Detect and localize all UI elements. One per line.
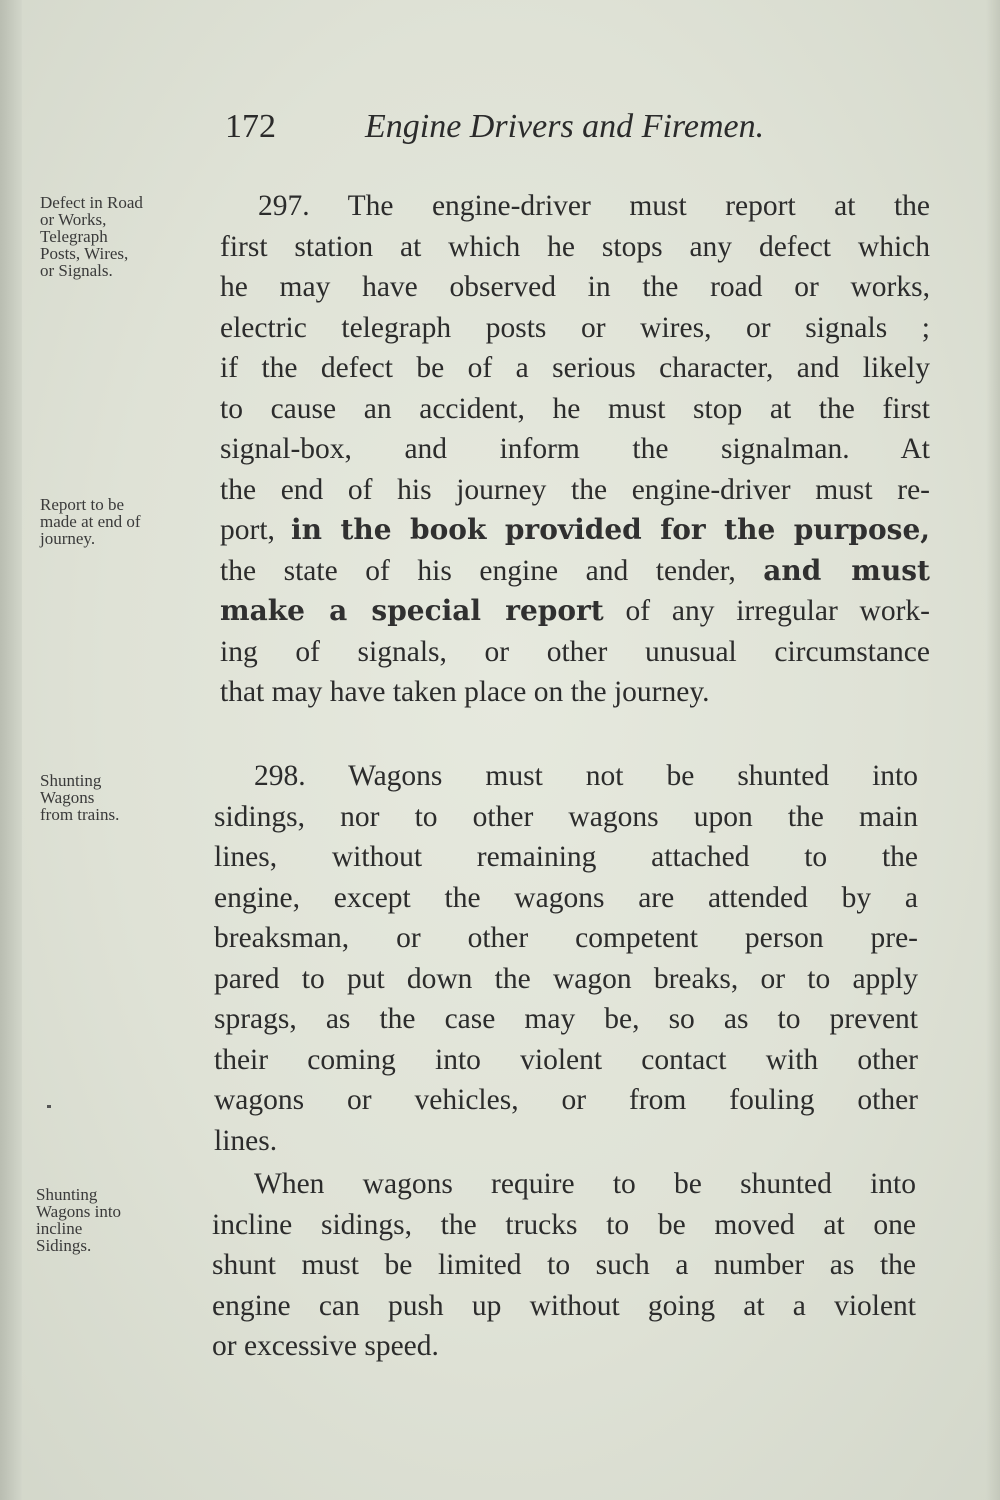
margin-note-line: made at end of (40, 512, 141, 531)
text-line: first station at which he stops any defect which (220, 230, 930, 263)
margin-note-line: journey. (40, 529, 96, 548)
margin-note-shunting-incline (36, 1186, 201, 1254)
margin-note-shunting-trains (40, 772, 205, 823)
margin-note-line: Wagons into (36, 1202, 122, 1221)
text-line: incline sidings, the trucks to be moved at one (212, 1208, 916, 1241)
stray-ink-mark (47, 1105, 51, 1108)
bold-text-run: and must (763, 553, 930, 587)
text-line: or excessive speed. (212, 1330, 439, 1362)
text-line: engine can push up without going at a violent (212, 1289, 916, 1322)
margin-note-line: incline (36, 1219, 83, 1238)
margin-note-report (40, 496, 205, 547)
text-line: breaksman, or other competent person pre- (214, 922, 918, 954)
text-line: if the defect be of a serious character, and likely (220, 352, 930, 384)
margin-note-line: Posts, Wires, (40, 244, 129, 263)
text-line: pared to put down the wagon breaks, or to apply (214, 962, 918, 995)
running-title: Engine Drivers and Firemen. (365, 108, 765, 145)
text-line: their coming into violent contact with other (214, 1043, 918, 1076)
text-run: port, (220, 514, 275, 546)
margin-note-line: Shunting (40, 771, 102, 790)
bold-text-run: in the book provided for the purpose, (291, 513, 931, 546)
text-line: shunt must be limited to such a number as the (212, 1249, 916, 1281)
margin-note-line: Wagons (40, 788, 95, 807)
margin-note-line: Report to be (40, 495, 125, 514)
text-run: the state of his engine and tender, (220, 554, 736, 587)
text-line: to cause an accident, he must stop at the first (220, 392, 930, 425)
text-line: that may have taken place on the journey. (220, 676, 710, 708)
margin-note-line: from trains. (40, 805, 120, 824)
paragraph-298 (214, 756, 918, 1161)
bold-text-run: make a special report (220, 594, 604, 627)
text-line: sidings, nor to other wagons upon the main (214, 800, 918, 833)
text-line-mixed (220, 591, 930, 632)
text-line-mixed (220, 551, 930, 592)
margin-note-line: Shunting (36, 1185, 98, 1204)
text-line: 298. Wagons must not be shunted into (254, 760, 918, 792)
text-line: he may have observed in the road or works, (220, 271, 930, 303)
text-line: the end of his journey the engine-driver must re- (220, 473, 930, 506)
running-head (225, 108, 825, 146)
text-line: engine, except the wagons are attended by a (214, 881, 918, 914)
text-line: ing of signals, or other unusual circumstance (220, 635, 930, 668)
text-run: of any irregular work- (625, 595, 931, 627)
text-line: wagons or vehicles, or from fouling other (214, 1084, 918, 1116)
page-number: 172 (225, 108, 276, 145)
text-line: 297. The engine-driver must report at the (258, 190, 930, 222)
paragraph-incline-sidings (212, 1164, 916, 1367)
text-line: sprags, as the case may be, so as to prevent (214, 1003, 918, 1035)
page-edge-shadow (986, 0, 1000, 1500)
margin-note-line: Telegraph (40, 227, 108, 246)
text-line: electric telegraph posts or wires, or signals ; (220, 311, 930, 344)
margin-note-line: Sidings. (36, 1236, 92, 1255)
gutter-shadow (0, 0, 22, 1500)
margin-note-defect (40, 194, 205, 279)
paragraph-297 (220, 186, 930, 713)
margin-note-line: or Works, (40, 210, 107, 229)
margin-note-line: Defect in Road (40, 193, 143, 212)
text-line: signal-box, and inform the signalman. At (220, 433, 930, 465)
text-line: lines. (214, 1124, 278, 1157)
text-line: lines, without remaining attached to the (214, 841, 918, 873)
text-line: When wagons require to be shunted into (254, 1168, 916, 1200)
text-line-mixed (220, 510, 930, 551)
margin-note-line: or Signals. (40, 261, 113, 280)
